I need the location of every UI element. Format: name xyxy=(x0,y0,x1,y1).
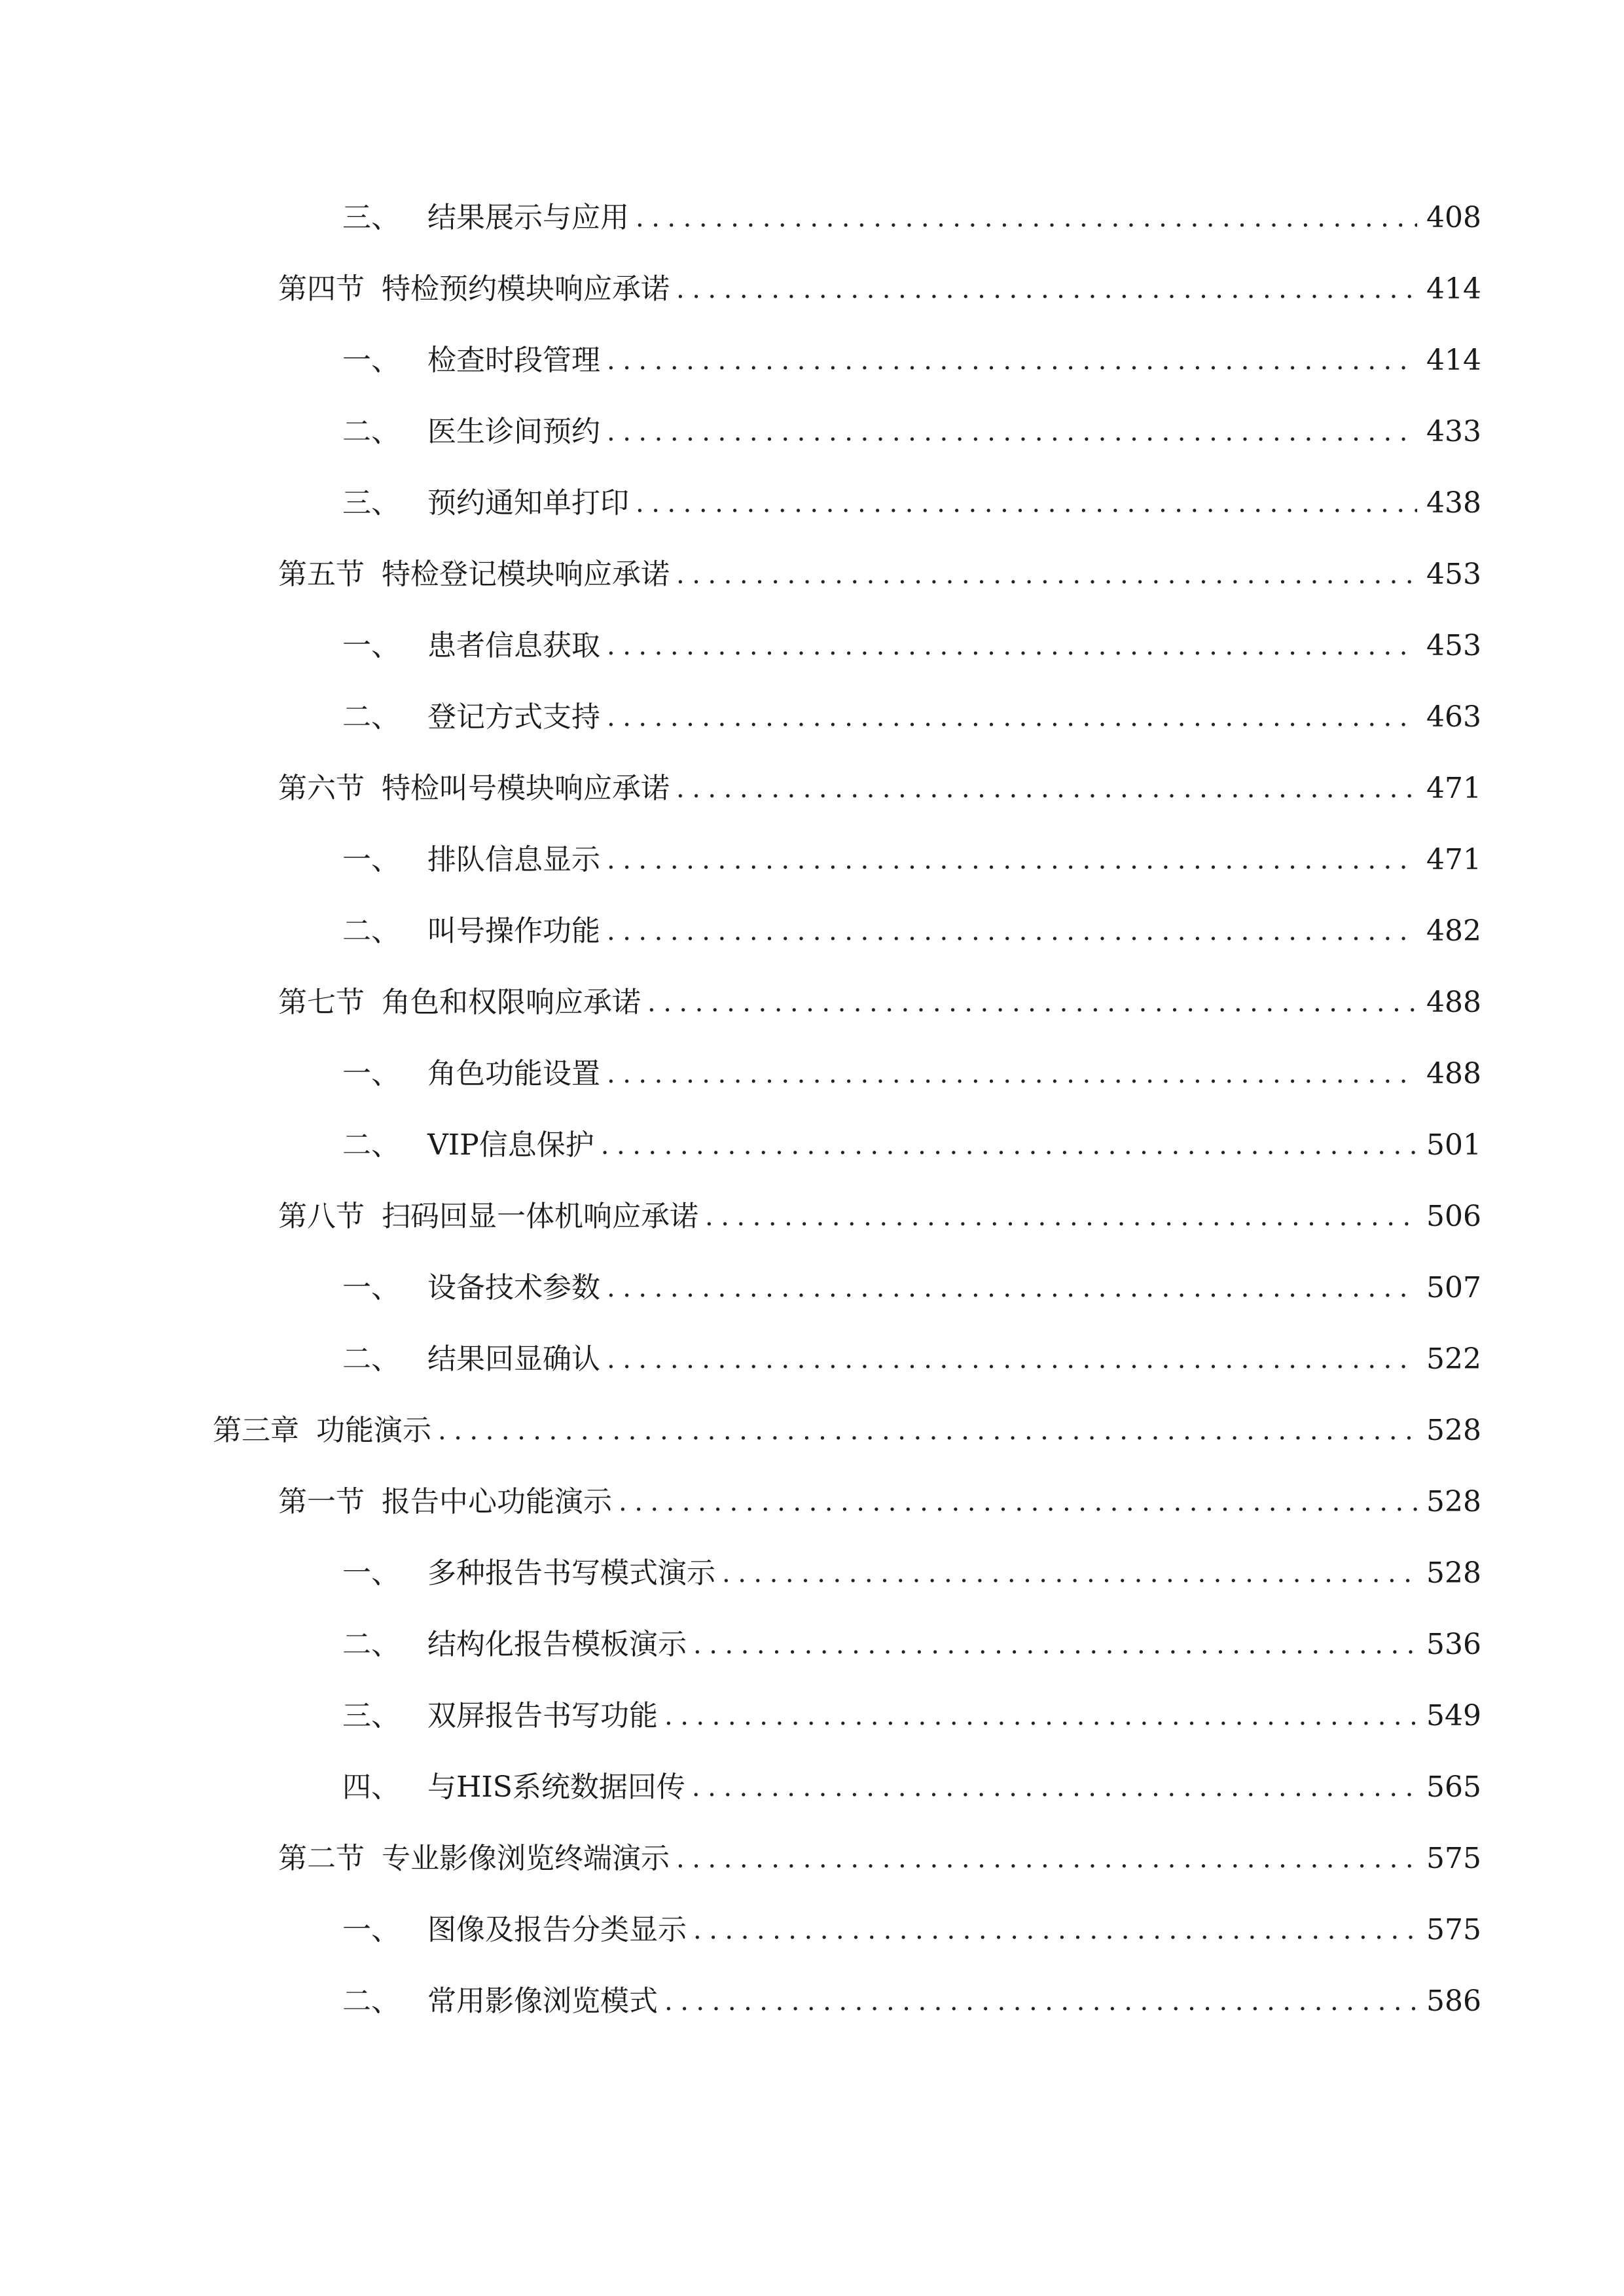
dot-leader xyxy=(664,1979,1417,2024)
toc-entry-number: 第三章 xyxy=(213,1414,299,1447)
toc-entry-number: 二、 xyxy=(342,1628,400,1661)
dot-leader xyxy=(607,1051,1417,1097)
toc-entry[interactable] xyxy=(342,1122,1481,1168)
toc-entry-title: 结构化报告模板演示 xyxy=(427,1628,687,1661)
toc-entry-number: 二、 xyxy=(342,1984,400,2018)
toc-entry-title: 多种报告书写模式演示 xyxy=(427,1556,715,1590)
toc-entry-number: 二、 xyxy=(342,1342,400,1376)
toc-entry[interactable] xyxy=(342,1051,1481,1097)
toc-entry-page: 528 xyxy=(1426,1414,1481,1447)
toc-entry-title: 排队信息显示 xyxy=(427,843,600,876)
dot-leader xyxy=(607,409,1417,455)
toc-entry-title: 功能演示 xyxy=(316,1414,431,1447)
toc-entry[interactable] xyxy=(213,1408,1481,1454)
toc-entry-page: 471 xyxy=(1426,843,1481,876)
toc-entry-page: 414 xyxy=(1426,272,1481,306)
toc-entry[interactable] xyxy=(342,908,1481,954)
toc-entry-page: 575 xyxy=(1426,1913,1481,1946)
toc-entry-page: 414 xyxy=(1426,344,1481,377)
toc-entry-number: 一、 xyxy=(342,1057,400,1090)
dot-leader xyxy=(693,1622,1417,1668)
toc-entry-page: 463 xyxy=(1426,700,1481,734)
toc-entry-number: 第七节 xyxy=(278,986,365,1019)
dot-leader xyxy=(636,480,1417,526)
dot-leader xyxy=(693,1907,1417,1953)
dot-leader xyxy=(664,1693,1417,1739)
toc-entry-number: 一、 xyxy=(342,1271,400,1304)
dot-leader xyxy=(636,195,1417,241)
dot-leader xyxy=(676,552,1417,598)
toc-entry-number: 一、 xyxy=(342,629,400,662)
dot-leader xyxy=(607,694,1417,740)
dot-leader xyxy=(676,1836,1417,1882)
toc-entry-number: 第八节 xyxy=(278,1200,365,1233)
toc-entry-title: 叫号操作功能 xyxy=(427,914,600,948)
dot-leader xyxy=(601,1122,1417,1168)
dot-leader xyxy=(438,1408,1417,1454)
dot-leader xyxy=(722,1551,1417,1596)
toc-entry-title: 医生诊间预约 xyxy=(427,415,600,448)
toc-entry-title: 检查时段管理 xyxy=(427,344,600,377)
toc-entry[interactable] xyxy=(342,1336,1481,1382)
toc-entry[interactable] xyxy=(342,480,1481,526)
toc-entry-number: 三、 xyxy=(342,1699,400,1732)
toc-entry-page: 482 xyxy=(1426,914,1481,948)
toc-entry[interactable] xyxy=(278,552,1481,598)
toc-entry-title: 结果展示与应用 xyxy=(427,201,629,234)
dot-leader xyxy=(705,1194,1417,1240)
dot-leader xyxy=(692,1765,1417,1810)
toc-entry-page: 408 xyxy=(1426,201,1481,234)
toc-entry-number: 第二节 xyxy=(278,1842,365,1875)
toc-entry-number: 三、 xyxy=(342,201,400,234)
toc-entry[interactable] xyxy=(342,837,1481,883)
toc-entry-number: 第六节 xyxy=(278,772,365,805)
toc-entry-page: 528 xyxy=(1426,1485,1481,1518)
toc-entry-title: 角色功能设置 xyxy=(427,1057,600,1090)
toc-entry-number: 一、 xyxy=(342,1556,400,1590)
toc-entry-title: 扫码回显一体机响应承诺 xyxy=(382,1200,698,1233)
toc-entry[interactable] xyxy=(342,1693,1481,1739)
toc-entry-number: 一、 xyxy=(342,1913,400,1946)
toc-entry[interactable] xyxy=(278,980,1481,1026)
toc-entry-page: 453 xyxy=(1426,629,1481,662)
toc-entry-page: 433 xyxy=(1426,415,1481,448)
toc-entry-page: 549 xyxy=(1426,1699,1481,1732)
toc-entry-number: 第五节 xyxy=(278,558,365,591)
toc-entry-number: 四、 xyxy=(342,1770,400,1804)
toc-entry[interactable] xyxy=(342,1765,1481,1810)
toc-entry-page: 507 xyxy=(1426,1271,1481,1304)
toc-entry[interactable] xyxy=(342,1979,1481,2024)
dot-leader xyxy=(619,1479,1417,1525)
toc-entry-title: 患者信息获取 xyxy=(427,629,600,662)
toc-entry-page: 501 xyxy=(1426,1128,1481,1162)
toc-entry[interactable] xyxy=(278,1836,1481,1882)
toc-entry-page: 488 xyxy=(1426,1057,1481,1090)
toc-entry-page: 488 xyxy=(1426,986,1481,1019)
toc-entry-title: 图像及报告分类显示 xyxy=(427,1913,687,1946)
toc-entry-number: 二、 xyxy=(342,914,400,948)
toc-entry-title: 角色和权限响应承诺 xyxy=(382,986,641,1019)
toc-entry[interactable] xyxy=(278,266,1481,312)
dot-leader xyxy=(676,766,1417,812)
toc-entry-page: 528 xyxy=(1426,1556,1481,1590)
toc-entry-page: 453 xyxy=(1426,558,1481,591)
toc-entry-title: 特检登记模块响应承诺 xyxy=(382,558,670,591)
toc-entry[interactable] xyxy=(278,1479,1481,1525)
toc-entry[interactable] xyxy=(342,338,1481,384)
dot-leader xyxy=(676,266,1417,312)
toc-entry-title: 报告中心功能演示 xyxy=(382,1485,612,1518)
dot-leader xyxy=(607,623,1417,669)
toc-entry[interactable] xyxy=(342,1622,1481,1668)
toc-entry-number: 二、 xyxy=(342,700,400,734)
toc-entry-page: 438 xyxy=(1426,486,1481,520)
toc-entry-title: 双屏报告书写功能 xyxy=(427,1699,658,1732)
dot-leader xyxy=(607,1336,1417,1382)
toc-entry-page: 575 xyxy=(1426,1842,1481,1875)
toc-entry-title: VIP信息保护 xyxy=(427,1128,594,1162)
toc-entry-title: 预约通知单打印 xyxy=(427,486,629,520)
toc-entry-page: 536 xyxy=(1426,1628,1481,1661)
toc-entry-page: 506 xyxy=(1426,1200,1481,1233)
toc-entry[interactable] xyxy=(342,1551,1481,1596)
toc-entry[interactable] xyxy=(342,195,1481,241)
dot-leader xyxy=(607,338,1417,384)
toc-entry-page: 586 xyxy=(1426,1984,1481,2018)
dot-leader xyxy=(607,837,1417,883)
toc-entry-number: 第一节 xyxy=(278,1485,365,1518)
toc-entry[interactable] xyxy=(342,1265,1481,1311)
toc-entry-number: 一、 xyxy=(342,843,400,876)
toc-entry[interactable] xyxy=(342,409,1481,455)
toc-entry-number: 三、 xyxy=(342,486,400,520)
toc-entry-title: 设备技术参数 xyxy=(427,1271,600,1304)
toc-entry-title: 登记方式支持 xyxy=(427,700,600,734)
toc-entry-number: 二、 xyxy=(342,1128,400,1162)
toc-entry-page: 565 xyxy=(1426,1770,1481,1804)
dot-leader xyxy=(647,980,1417,1026)
toc-entry-page: 471 xyxy=(1426,772,1481,805)
toc-entry-number: 第四节 xyxy=(278,272,365,306)
toc-entry-number: 二、 xyxy=(342,415,400,448)
toc-entry-title: 与HIS系统数据回传 xyxy=(427,1770,685,1804)
toc-entry-title: 特检预约模块响应承诺 xyxy=(382,272,670,306)
toc-entry-page: 522 xyxy=(1426,1342,1481,1376)
toc-entry-title: 常用影像浏览模式 xyxy=(427,1984,658,2018)
toc-entry[interactable] xyxy=(342,1907,1481,1953)
dot-leader xyxy=(607,908,1417,954)
toc-entry[interactable] xyxy=(342,694,1481,740)
toc-entry-title: 特检叫号模块响应承诺 xyxy=(382,772,670,805)
toc-entry-number: 一、 xyxy=(342,344,400,377)
dot-leader xyxy=(607,1265,1417,1311)
toc-entry[interactable] xyxy=(278,766,1481,812)
toc-entry[interactable] xyxy=(278,1194,1481,1240)
toc-entry[interactable] xyxy=(342,623,1481,669)
toc-entry-title: 专业影像浏览终端演示 xyxy=(382,1842,670,1875)
toc-entry-title: 结果回显确认 xyxy=(427,1342,600,1376)
